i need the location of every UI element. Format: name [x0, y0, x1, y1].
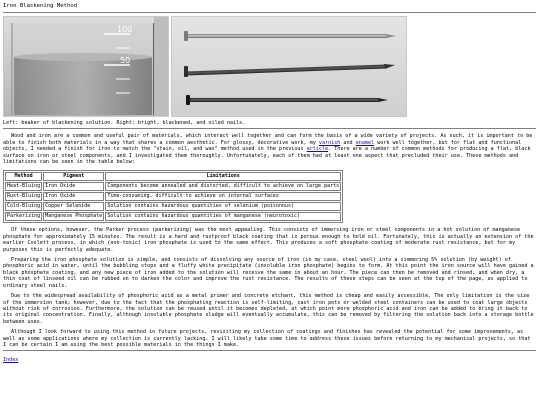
body-paragraph: Of these options, however, the Parker process (parkerizing) was the most appealing. This consists of immersing iron or steel components in a hot solution of manganese phosphate for approximately 15 minutes. The result is a hard and rustproof black coating that is porous enough to hold oil. Fortunately, this is actually an extension of the earlier Coslett process, in which (non-toxic) iron phosphate is used to the same effect. This produces a soft phosphate coating of moderate rust resistance, but for my purposes this is perfectly adequate.: [3, 227, 534, 253]
table-row: [5, 202, 341, 211]
varnish-link[interactable]: varnish: [318, 139, 341, 146]
beaker-illustration: [4, 17, 169, 117]
divider: [3, 12, 536, 13]
table-row: [5, 182, 341, 191]
body-paragraph: Preparing the iron phosphate solution is simple, and consists of dissolving any source of iron (in my case, steel wool) into a simmering 5% solution (by weight) of phosphoric acid in water, until the bubbling stops and a fluffy white precipitate (insoluble iron phosphate) begins to form. At this point the iron source will have gained a black phosphate coating, and any new piece of iron added to the solution will receive the same in about an hour. The piece can then be removed and rinsed, and when dry, a thin coat of linseed oil can be rubbed on to darken the color and improve the rust resistance. The results of these steps can be seen at the top of the page, as applied to ordinary steel nails.: [3, 257, 534, 289]
beaker-photo: [3, 16, 169, 117]
intro-text-1: Wood and iron are a common and useful pair of materials, which interact well together and can form the basis of a wide variety of projects. As such, it is important to be able to finish both materials in a way that shares a common aesthetic. For glossy, decorative work, my: [3, 133, 533, 146]
body-paragraph: Although I look forward to using this method in future projects, revisiting my collection of coatings and finishes has revealed the potential for some improvements, as well as some applications where my collection is currently lacking. I will likely take some time to address these issues before returning to my mechanical projects, so that I can be certain I am using the best possible materials in the things I make.: [3, 329, 531, 348]
table-row: [5, 212, 341, 221]
table-cell: Components become annealed and distorted, difficult to achieve on large parts: [107, 183, 340, 190]
intro-text-4: . There are a number of common methods for producing a flat, black surface on iron or steel components, and I investigated them thoroughly. Unfortunately, each of them had at least one aspect that precluded their use. These methods and limitations can be seen in the table below:: [3, 146, 531, 166]
table-header-row: [5, 172, 341, 181]
article-link[interactable]: article: [306, 146, 329, 153]
header-limitations: Limitations: [105, 172, 341, 181]
table-cell: Manganese Phosphate: [45, 213, 103, 220]
page-title: Iron Blackening Method: [3, 3, 78, 9]
nails-photo: [171, 16, 407, 117]
table-cell: Rust-Bluing: [7, 193, 41, 200]
intro-text-2: and: [340, 139, 356, 146]
image-caption: Left: beaker of blackening solution. Right: bright, blackened, and oiled nails.: [3, 120, 246, 126]
nails-illustration: [172, 17, 407, 117]
beaker-mark-50: 50: [120, 56, 131, 65]
table-cell: Iron Oxide: [43, 192, 104, 201]
body-paragraph: Due to the widespread availability of phosphoric acid as a metal primer and concrete etchant, this method is cheap and easily accessible. The only limitation is the size of the immersion tank; however, due to the fact that the phosphating reaction is self-limiting, cast iron pots or welded steel containers can be used to coat large objects without risk of corrosion. Furthermore, the solution can be reused until it becomes depleted, at which point more phosphoric acid and iron can be added to bring it back to its original concentration. Finally, although insoluble phosphate sludge will eventually accumulate, this can be removed by filtering the solution back into a storage bottle between uses.: [3, 293, 534, 325]
intro-paragraph: [3, 133, 536, 165]
image-row: [3, 16, 536, 120]
table-cell: Solution contains hazardous quantities of manganese (neurotoxic): [105, 212, 341, 221]
divider: [3, 128, 536, 129]
table-cell: Parkerizing: [7, 213, 41, 220]
article: [3, 3, 536, 364]
header-method: Method: [5, 172, 42, 181]
enamel-link[interactable]: enamel: [355, 139, 375, 146]
table-cell: Iron Oxide: [43, 182, 104, 191]
methods-table: [3, 170, 343, 223]
table-cell: Cold-Bluing: [7, 203, 41, 210]
divider: [3, 350, 536, 351]
intro-text-3: work well together, but for flat and functional objects, I needed a finish for iron to match the "stain, oil, and wax" method used in the previous: [3, 139, 522, 153]
table-cell: Solution contains hazardous quantities of selenium (poisonous): [105, 202, 341, 211]
beaker-mark-100: 100: [117, 25, 133, 34]
table-cell: Time-consuming, difficult to achieve on internal surfaces: [105, 192, 341, 201]
table-cell: Heat-Bluing: [7, 183, 41, 190]
header-pigment: Pigment: [43, 172, 104, 181]
table-cell: Copper Selenide: [43, 202, 104, 211]
index-link[interactable]: Index: [3, 357, 19, 364]
table-row: [5, 192, 341, 201]
